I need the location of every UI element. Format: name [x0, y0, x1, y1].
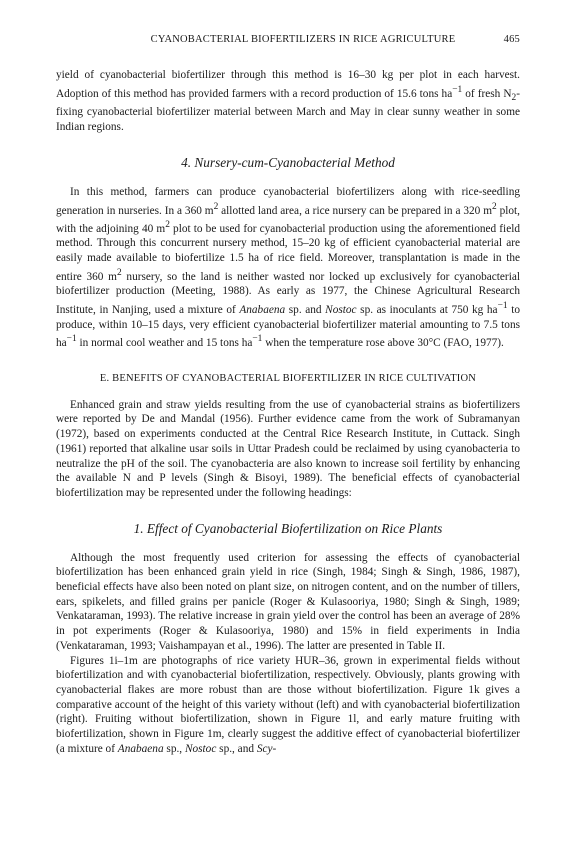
- paragraph-nursery-method: In this method, farmers can produce cyanobacterial biofertilizers along with rice-seedling generation in nurseries. In a 360 $m^2$ allotted land area, a rice nursery can be prepared in a 320 $m^2$ plot, with the adjoining 40 $m^2$ plot to be used for cyanobacterial production using the aforementioned field method. Through this concurrent nursery method, 15–20 kg of efficient cyanobacterial material are easily made available to biofertilize 1.5 ha of rice field. Moreover, transplantation is made in the entire 360 $m^2$ nursery, so the land is neither wasted nor locked up exclusively for cyanobacterial biofertilizer production (Meeting, 1988). As early as 1977, the Chinese Agricultural Research Institute, in Nanjing, used a mixture of Anabaena sp. and Nostoc sp. as inoculants at 750 kg $ha^{-1}$ to produce, within 10–15 days, very efficient cyanobacterial biofertilizer material amounting to 7.5 tons $ha^{-1}$ in normal cool weather and 15 tons $ha^{-1}$ when the temperature rose above 30°C (FAO, 1977).: [56, 185, 520, 349]
- section-heading-nursery-method: 4. Nursery-cum-Cyanobacterial Method: [181, 154, 395, 170]
- section-heading-benefits: E. BENEFITS OF CYANOBACTERIAL BIOFERTILIZER IN RICE CULTIVATION: [99, 372, 477, 384]
- paragraph-benefits: Enhanced grain and straw yields resulting from the use of cyanobacterial strains as biofertilizers were reported by De and Mandal (1956). Further evidence came from the work of Subramanyan (1972), based on experiments conducted at the Central Rice Research Institute, in Cuttack. Singh (1961) reported that alkaline usar soils in Uttar Pradesh could be reclaimed by using cyanobacteria to neutralize the pH of the soil. The cyanobacteria are also known to increase soil fertility by enhancing the available N and P levels (Singh & Bisoyi, 1989). The beneficial effects of cyanobacterial biofertilization may be represented under the following headings:: [56, 398, 520, 499]
- page-number: 465: [503, 34, 520, 45]
- running-title: CYANOBACTERIAL BIOFERTILIZERS IN RICE AGRICULTURE: [150, 34, 456, 45]
- paragraph-figures: Figures 1i–1m are photographs of rice variety HUR–36, grown in experimental fields without biofertilization and with cyanobacterial biofertilization, respectively. Obviously, plants growing with cyanobacterial flakes are more robust than are those without biofertilization. Figure 1k gives a comparative account of the height of this variety without (left) and with cyanobacterial biofertilization (right). Fruiting without biofertilization, shown in Figure 1l, and early mature fruiting with biofertilization, shown in Figure 1m, clearly suggest the additive effect of cyanobacterial biofertilizer (a mixture of Anabaena sp., Nostoc sp., and Scy-: [56, 654, 520, 755]
- section-heading-effect-on-rice: 1. Effect of Cyanobacterial Biofertilization on Rice Plants: [133, 520, 443, 536]
- paragraph-continuation: yield of cyanobacterial biofertilizer through this method is 16–30 kg per plot in each harvest. Adoption of this method has provided farmers with a record production of 15.6 tons $ha^{-1}$ of fresh $N_2$-fixing cyanobacterial biofertilizer material between March and May in clear sunny weather in some Indian regions.: [56, 69, 520, 134]
- running-header: [56, 34, 520, 50]
- paragraph-effect-on-rice: Although the most frequently used criterion for assessing the effects of cyanobacterial biofertilization has been enhanced grain yield in rice (Singh, 1984; Singh & Singh, 1986, 1987), beneficial effects have also been noted on plant size, on nitrogen content, and on the number of tillers, ears, spikelets, and filled grains per panicle (Roger & Kulasooriya, 1980; Singh & Singh, 1989; Venkataraman, 1993). The relative increase in grain yield over the control has been an average of 28% in pot experiments (Roger & Kulasooriya, 1980) and 15% in field experiments in India (Venkataraman, 1993; Vaishampayan et al., 1996). The latter are presented in Table II.: [56, 551, 520, 652]
